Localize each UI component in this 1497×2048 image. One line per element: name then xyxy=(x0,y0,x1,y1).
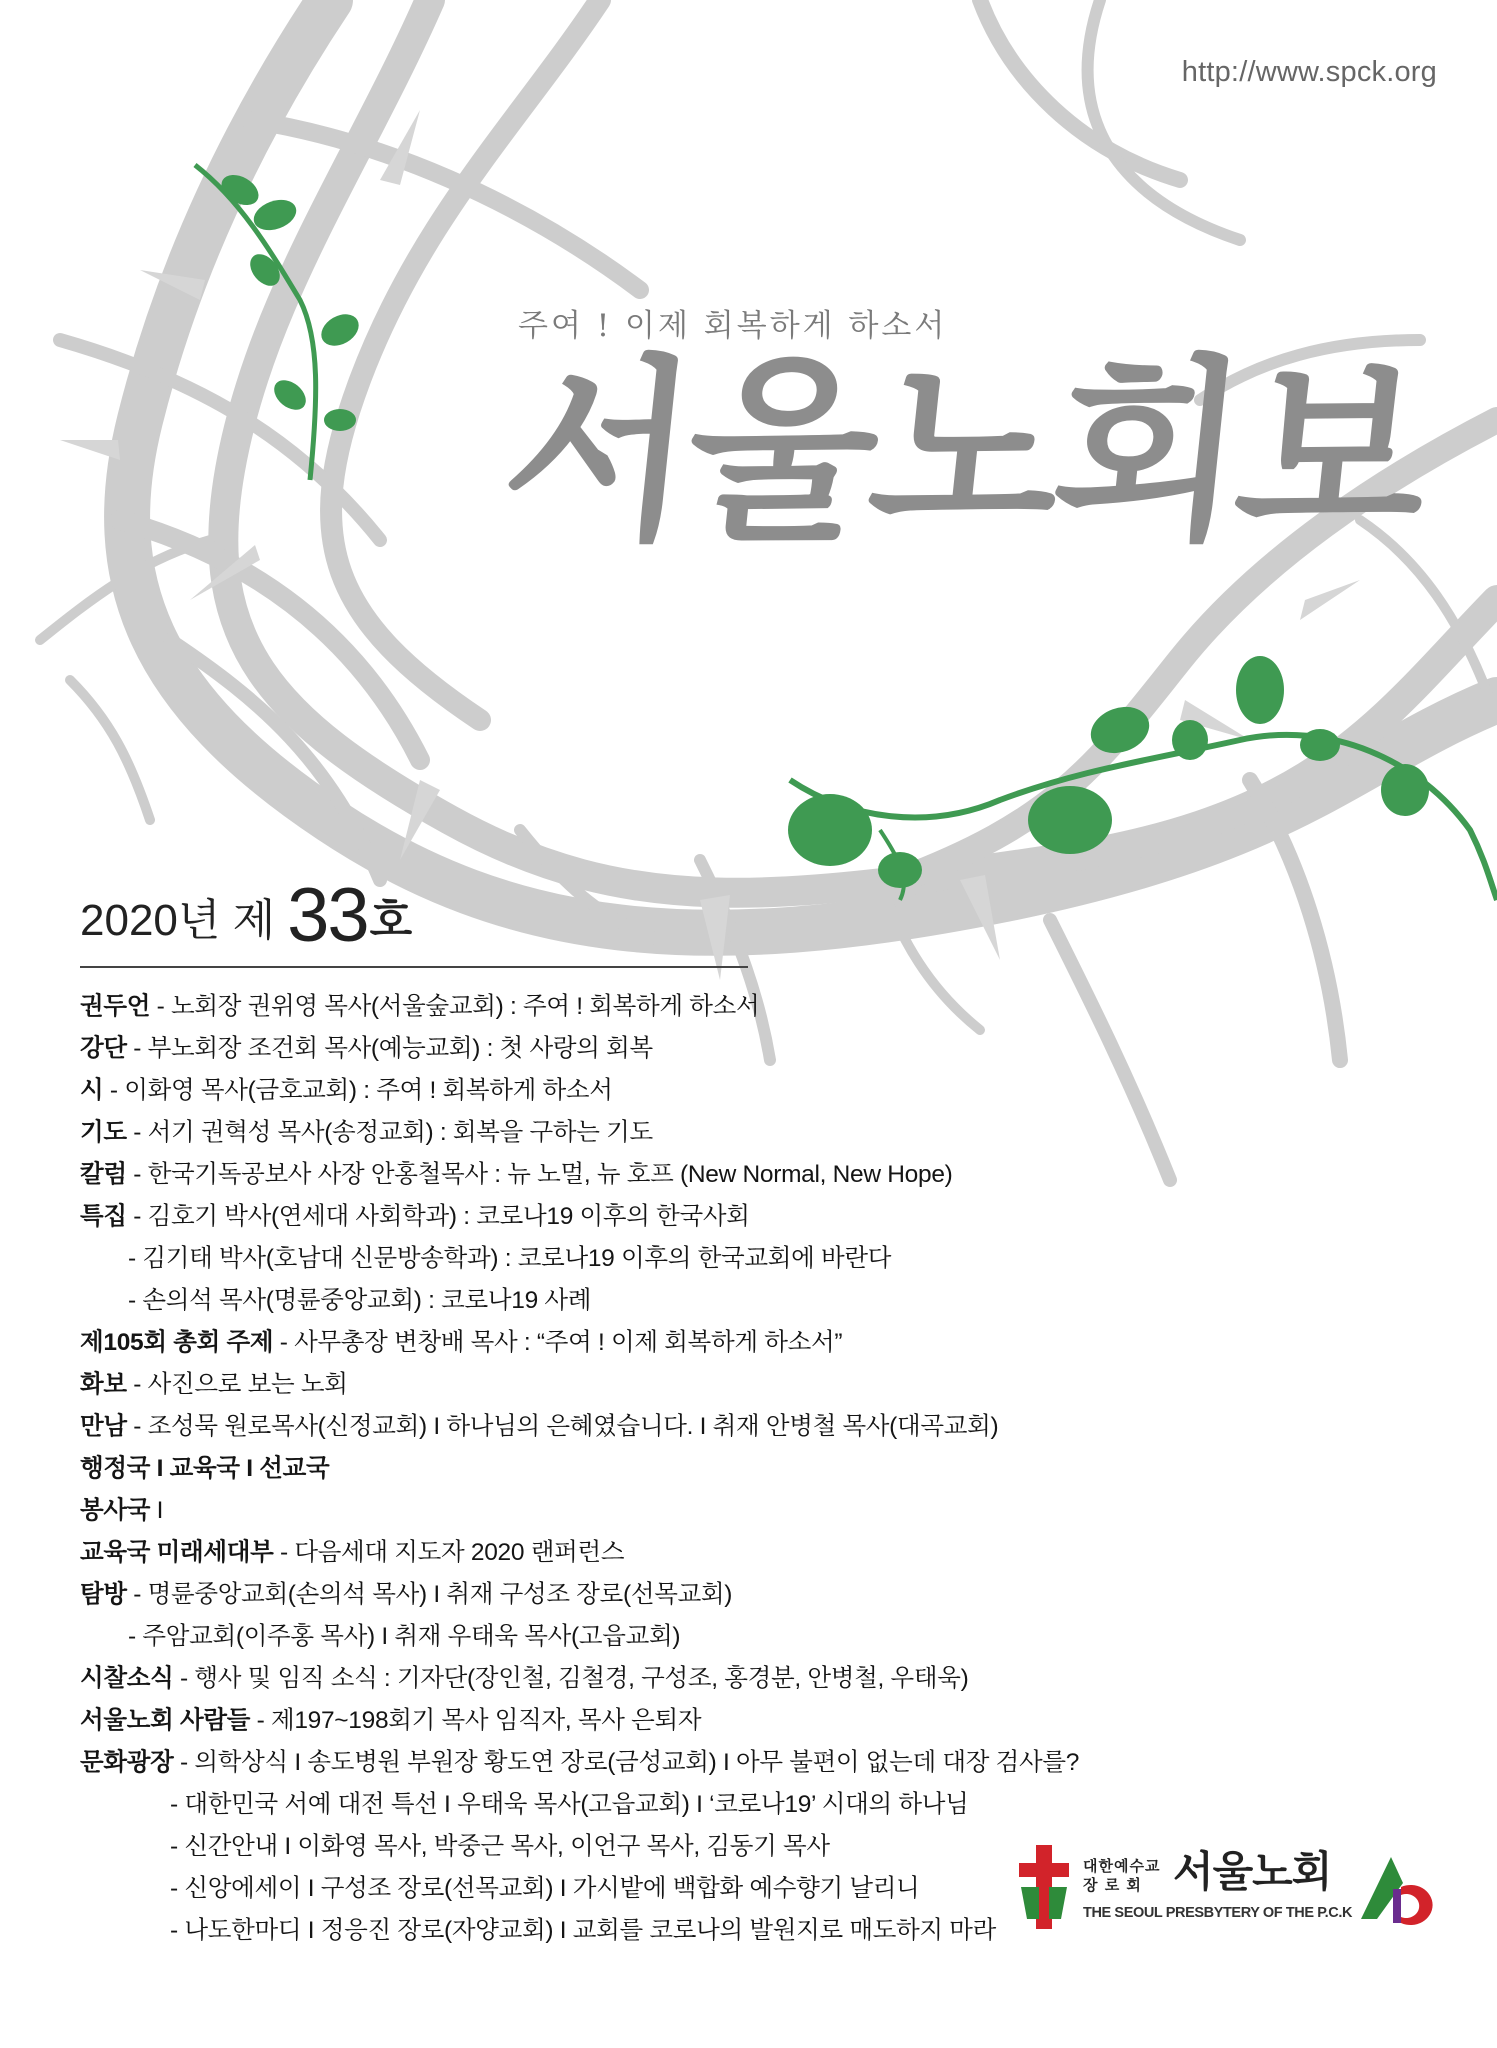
toc-entry xyxy=(80,1154,1180,1196)
cross-emblem-icon xyxy=(1015,1845,1073,1929)
toc-entry xyxy=(80,1364,1180,1406)
cover-subtitle: 주여 ! 이제 회복하게 하소서 xyxy=(518,308,948,344)
toc-entry-text: I xyxy=(150,1497,164,1524)
toc-entry xyxy=(80,1574,1180,1616)
toc-entry xyxy=(80,1028,1180,1070)
toc-entry-text: - 부노회장 조건회 목사(예능교회) : 첫 사랑의 회복 xyxy=(126,1035,653,1062)
toc-section-label: 봉사국 xyxy=(80,1497,151,1524)
logo-small-line2: 장 로 회 xyxy=(1083,1876,1142,1894)
toc-entry-text: - 신앙에세이 I 구성조 장로(선목교회) I 가시밭에 백합화 예수향기 날리니 xyxy=(170,1875,920,1902)
toc-entry xyxy=(80,1112,1180,1154)
toc-entry xyxy=(80,1784,1180,1826)
issue-year-label: 2020년 제 xyxy=(80,896,276,945)
toc-entry xyxy=(80,1532,1180,1574)
toc-entry xyxy=(80,1238,1180,1280)
toc-entry-text: - 행사 및 임직 소식 : 기자단(장인철, 김철경, 구성조, 홍경분, 안병철, 우태욱) xyxy=(173,1665,969,1692)
toc-entry-text: - 서기 권혁성 목사(송정교회) : 회복을 구하는 기도 xyxy=(126,1119,653,1146)
toc-entry xyxy=(80,1490,1180,1532)
toc-entry-text: - 주암교회(이주홍 목사) I 취재 우태욱 목사(고읍교회) xyxy=(128,1623,681,1650)
toc-entry xyxy=(80,1742,1180,1784)
toc-section-label: 화보 xyxy=(80,1371,127,1398)
divider-line xyxy=(80,966,748,968)
toc-entry-text: - 나도한마디 I 정응진 장로(자양교회) I 교회를 코로나의 발원지로 매도하지 마라 xyxy=(170,1917,997,1944)
toc-entry-text: - 사진으로 보는 노회 xyxy=(126,1371,348,1398)
toc-entry-text: - 명륜중앙교회(손의석 목사) I 취재 구성조 장로(선목교회) xyxy=(126,1581,733,1608)
toc-entry-text: - 조성묵 원로목사(신정교회) I 하나님의 은혜였습니다. I 취재 안병철 목사(대곡교회) xyxy=(126,1413,999,1440)
toc-section-label: 시 xyxy=(80,1077,104,1104)
toc-entry xyxy=(80,1616,1180,1658)
toc-entry xyxy=(80,1070,1180,1112)
toc-section-label: 문화광장 xyxy=(80,1749,174,1776)
website-url[interactable]: http://www.spck.org xyxy=(1181,56,1437,88)
toc-entry-text: - 이화영 목사(금호교회) : 주여 ! 회복하게 하소서 xyxy=(103,1077,613,1104)
toc-entry-text: - 김호기 박사(연세대 사회학과) : 코로나19 이후의 한국사회 xyxy=(126,1203,750,1230)
toc-entry-text: - 제197~198회기 목사 임직자, 목사 은퇴자 xyxy=(250,1707,702,1734)
issue-suffix: 호 xyxy=(369,896,413,945)
toc-entry xyxy=(80,1322,1180,1364)
toc-section-label: 제105회 총회 주제 xyxy=(80,1329,274,1356)
toc-entry-text: - 대한민국 서예 대전 특선 I 우태욱 목사(고읍교회) I ‘코로나19’ 시대의 하나님 xyxy=(170,1791,969,1818)
toc-entry xyxy=(80,1280,1180,1322)
toc-entry xyxy=(80,1196,1180,1238)
toc-entry-text: - 다음세대 지도자 2020 랜퍼런스 xyxy=(273,1539,625,1566)
presbytery-logo xyxy=(1015,1845,1447,1929)
toc-entry xyxy=(80,986,1180,1028)
logo-english-name: THE SEOUL PRESBYTERY OF THE P.C.K xyxy=(1083,1905,1353,1921)
logo-name: 서울노회 xyxy=(1173,1847,1332,1896)
toc-entry-text: - 의학상식 I 송도병원 부원장 황도연 장로(금성교회) I 아무 불편이 없는데 대장 검사를? xyxy=(173,1749,1080,1776)
toc-entry-text: - 신간안내 I 이화영 목사, 박중근 목사, 이언구 목사, 김동기 목사 xyxy=(170,1833,830,1860)
logo-small-line1: 대한예수교 xyxy=(1083,1857,1161,1875)
toc-section-label: 서울노회 사람들 xyxy=(80,1707,251,1734)
toc-section-label: 행정국 I 교육국 I 선교국 xyxy=(80,1455,330,1482)
toc-entry-text: - 노회장 권위영 목사(서울숲교회) : 주여 ! 회복하게 하소서 xyxy=(150,993,760,1020)
issue-number-value: 33 xyxy=(287,873,368,958)
toc-entry-text: - 김기태 박사(호남대 신문방송학과) : 코로나19 이후의 한국교회에 바란다 xyxy=(128,1245,892,1272)
toc-section-label: 탐방 xyxy=(80,1581,127,1608)
toc-section-label: 기도 xyxy=(80,1119,127,1146)
toc-entry-text: - 사무총장 변창배 목사 : “주여 ! 이제 회복하게 하소서” xyxy=(273,1329,843,1356)
logo-denomination xyxy=(1083,1857,1179,1895)
toc-section-label: 강단 xyxy=(80,1035,127,1062)
toc-entry-text: - 손의석 목사(명륜중앙교회) : 코로나19 사례 xyxy=(128,1287,592,1314)
toc-entry xyxy=(80,1700,1180,1742)
publication-title: 서울노회보 xyxy=(493,339,1434,567)
toc-section-label: 특집 xyxy=(80,1203,127,1230)
toc-entry xyxy=(80,1658,1180,1700)
table-of-contents xyxy=(80,986,1180,1952)
toc-section-label: 교육국 미래세대부 xyxy=(80,1539,274,1566)
toc-section-label: 권두언 xyxy=(80,993,151,1020)
toc-entry xyxy=(80,1406,1180,1448)
toc-section-label: 만남 xyxy=(80,1413,127,1440)
anniversary-mark-icon xyxy=(1357,1849,1447,1927)
toc-entry xyxy=(80,1448,1180,1490)
issue-number xyxy=(80,873,413,958)
toc-section-label: 시찰소식 xyxy=(80,1665,174,1692)
toc-entry-text: - 한국기독공보사 사장 안홍철목사 : 뉴 노멀, 뉴 호프 (New Normal, New Hope) xyxy=(126,1161,953,1188)
toc-section-label: 칼럼 xyxy=(80,1161,127,1188)
